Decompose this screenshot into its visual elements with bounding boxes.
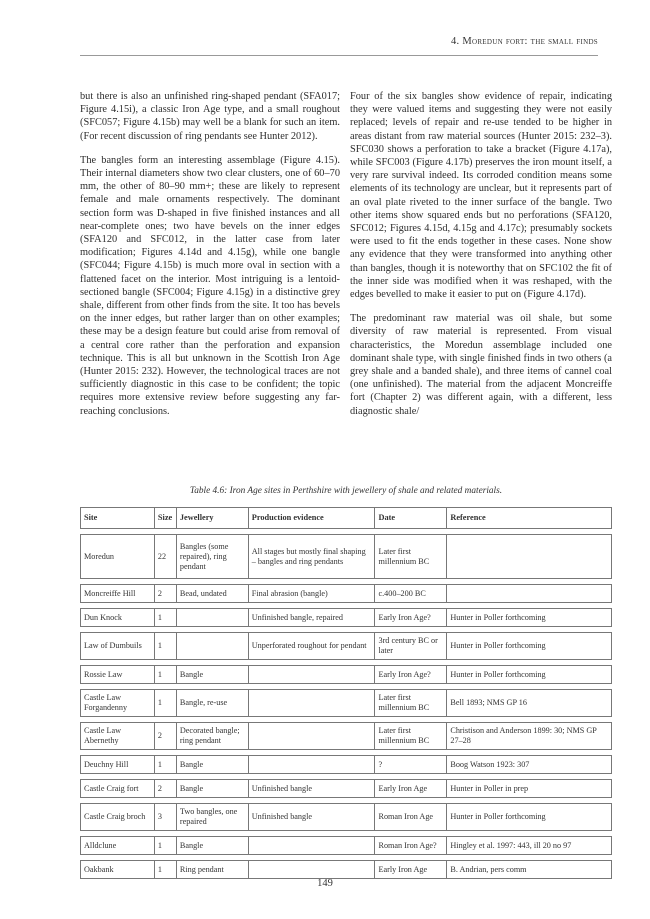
table-cell: 3 <box>154 804 176 831</box>
table-row <box>81 837 612 855</box>
table-row <box>81 723 612 750</box>
table-cell: Hunter in Poller forthcoming <box>447 609 612 627</box>
table-cell: Bangle, re-use <box>176 690 248 717</box>
table-cell: Bangle <box>176 780 248 798</box>
table-cell: Hunter in Poller forthcoming <box>447 666 612 684</box>
table-cell: Unfinished bangle <box>248 780 375 798</box>
table-body <box>81 529 612 879</box>
table-cell: Bangle <box>176 837 248 855</box>
table-row <box>81 861 612 879</box>
table-row <box>81 666 612 684</box>
table-cell: Rossie Law <box>81 666 155 684</box>
right-column <box>350 90 612 429</box>
paragraph: Four of the six bangles show evidence of repair, indicating they were valued items and suggesting they were not easily replaced; levels of repair and re-use tended to be higher in areas distant from raw material sources (Hunter 2015: 232–3). SFC030 shows a perforation to take a bracket (Figure 4.17a), while SFC003 (Figure 4.17b) preserves the iron mount itself, a very rare survival indeed. Its corroded condition means some elements of its technology are unclear, but it represents part of an oval plate riveted to the inner surface of the bangle. Two other items show squared ends but no perforations (SFA120, SFC012; Figures 4.15d, 4.15g and 4.17c); presumably sockets were used to fit the ends together in these cases. None show any evidence that they were transformed into anything other than bangles, though it is noteworthy that on SFC102 the fit of the inner side was modified when it was reshaped, with the edges bevelled to make it easier to put on (Figure 4.17d). <box>350 91 612 301</box>
table-cell: Hingley et al. 1997: 443, ill 20 no 97 <box>447 837 612 855</box>
table-cell: Later first millennium BC <box>375 723 447 750</box>
table-cell: Roman Iron Age <box>375 804 447 831</box>
table-cell: Dun Knock <box>81 609 155 627</box>
table-cell: 2 <box>154 585 176 603</box>
table-cell: Hunter in Poller forthcoming <box>447 633 612 660</box>
table-cell <box>248 666 375 684</box>
table-cell <box>248 723 375 750</box>
table-cell: Later first millennium BC <box>375 690 447 717</box>
table-cell <box>248 756 375 774</box>
header-rule <box>80 55 598 56</box>
table-row <box>81 690 612 717</box>
column-header: Site <box>81 508 155 529</box>
table-cell: Final abrasion (bangle) <box>248 585 375 603</box>
table-cell: Castle Law Abernethy <box>81 723 155 750</box>
table-cell: 1 <box>154 633 176 660</box>
table-cell: Boog Watson 1923: 307 <box>447 756 612 774</box>
table-cell: All stages but mostly final shaping – bangles and ring pendants <box>248 535 375 579</box>
table-cell: Roman Iron Age? <box>375 837 447 855</box>
table-cell: Alldclune <box>81 837 155 855</box>
paragraph: The bangles form an interesting assemblage (Figure 4.15). Their internal diameters show two clear clusters, one of 60–70 mm, the other of 80–90 mm+; these are likely to represent female and male ornaments respectively. The dominant section form was D-shaped in five finished instances and all near-complete ones; two have bevels on the inner edges (SFA120 and SFC012, in the latter case from later modification; Figures 4.14d and 4.15g), while one bangle (SFC044; Figure 4.15b) is much more oval in section with a flattened facet on the interior. Most intriguing is a lentoid-sectioned bangle (SFC004; Figure 4.15g) in a distinctive grey shale, different from other finds from the site. It too has bevels on the inner edges, but rather larger than on other examples; these may be a design feature but could arise from removal of a central core rather than the perforation and expansion technique. This is all but unknown in the Scottish Iron Age (Hunter 2015: 232). However, the technological traces are not sufficiently diagnostic in this case to be confident; the topic requires more extensive review before suggesting any far-reaching conclusions. <box>80 154 340 417</box>
table-cell <box>248 837 375 855</box>
table-cell: 1 <box>154 756 176 774</box>
column-header: Reference <box>447 508 612 529</box>
table-cell: Two bangles, one repaired <box>176 804 248 831</box>
table-cell: B. Andrian, pers comm <box>447 861 612 879</box>
table-cell: Bell 1893; NMS GP 16 <box>447 690 612 717</box>
column-header: Production evidence <box>248 508 375 529</box>
table-cell: 2 <box>154 723 176 750</box>
paragraph: but there is also an unfinished ring-shaped pendant (SFA017; Figure 4.15i), a classic Iron Age type, and a small roughout (SFC057; Figure 4.15b) may well be a blank for such an item. (For recent discussion of ring pendants see Hunter 2012). <box>80 91 340 142</box>
table-cell: Castle Craig broch <box>81 804 155 831</box>
table-row <box>81 585 612 603</box>
table-cell: Castle Law Forgandenny <box>81 690 155 717</box>
table-cell: Moncreiffe Hill <box>81 585 155 603</box>
table-cell: Unfinished bangle, repaired <box>248 609 375 627</box>
table-cell <box>176 609 248 627</box>
table-cell: Castle Craig fort <box>81 780 155 798</box>
table-cell: 1 <box>154 690 176 717</box>
column-header: Size <box>154 508 176 529</box>
table-cell: Bangles (some repaired), ring pendant <box>176 535 248 579</box>
jewellery-sites-table <box>80 507 612 879</box>
table-cell: Bangle <box>176 666 248 684</box>
table-cell <box>248 690 375 717</box>
table-cell: c.400–200 BC <box>375 585 447 603</box>
table-cell: 1 <box>154 609 176 627</box>
table-cell: Decorated bangle; ring pendant <box>176 723 248 750</box>
table-cell <box>447 585 612 603</box>
table-cell: 3rd century BC or later <box>375 633 447 660</box>
table-cell <box>176 633 248 660</box>
table-cell <box>447 535 612 579</box>
table-cell: Early Iron Age? <box>375 666 447 684</box>
left-column <box>80 90 340 429</box>
table-cell: Deuchny Hill <box>81 756 155 774</box>
table-cell: Christison and Anderson 1899: 30; NMS GP 27–28 <box>447 723 612 750</box>
table-row <box>81 535 612 579</box>
table-row <box>81 780 612 798</box>
table-cell: 1 <box>154 861 176 879</box>
table-cell: 1 <box>154 666 176 684</box>
table-cell: Moredun <box>81 535 155 579</box>
table-row <box>81 756 612 774</box>
table-caption: Table 4.6: Iron Age sites in Perthshire with jewellery of shale and related materials. <box>189 486 503 496</box>
table-cell: Oakbank <box>81 861 155 879</box>
table-cell: 22 <box>154 535 176 579</box>
table-row <box>81 804 612 831</box>
paragraph: The predominant raw material was oil shale, but some diversity of raw material is represented. From visual characteristics, the Moredun assemblage included one dominant shale type, with single finished finds in two others (a grey shale and a banded shale), and three items of cannel coal (one unfinished). The material from the adjacent Moncreiffe fort (Chapter 2) was different again, with a different, less diagnostic shale/ <box>350 313 612 417</box>
column-header: Jewellery <box>176 508 248 529</box>
table-cell: Unperforated roughout for pendant <box>248 633 375 660</box>
table-cell: Bangle <box>176 756 248 774</box>
column-header: Date <box>375 508 447 529</box>
table-cell: ? <box>375 756 447 774</box>
table-header-row <box>81 508 612 529</box>
page-number: 149 <box>317 878 333 889</box>
table-cell: Early Iron Age? <box>375 609 447 627</box>
running-head: 4. Moredun fort: the small finds <box>450 36 598 47</box>
table-cell: Hunter in Poller forthcoming <box>447 804 612 831</box>
table-cell: Early Iron Age <box>375 861 447 879</box>
table-row <box>81 609 612 627</box>
table-cell: Ring pendant <box>176 861 248 879</box>
table-cell: Hunter in Poller in prep <box>447 780 612 798</box>
table-cell: 1 <box>154 837 176 855</box>
table-cell: Unfinished bangle <box>248 804 375 831</box>
table-cell: 2 <box>154 780 176 798</box>
table-cell: Later first millennium BC <box>375 535 447 579</box>
table-cell <box>248 861 375 879</box>
table-cell: Early Iron Age <box>375 780 447 798</box>
table-cell: Bead, undated <box>176 585 248 603</box>
table-row <box>81 633 612 660</box>
table-cell: Law of Dumbuils <box>81 633 155 660</box>
